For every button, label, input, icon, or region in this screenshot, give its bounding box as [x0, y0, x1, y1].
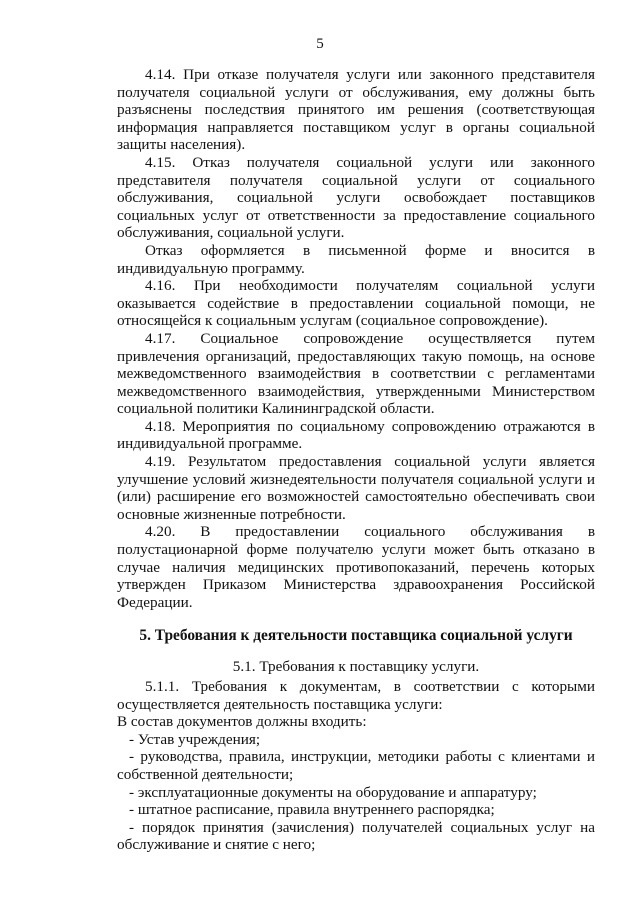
paragraph-4-14: 4.14. При отказе получателя услуги или законного представителя получателя социальной услуги от обслуживания, ему должны быть разъяснены последствия принятого им решения (соответствующая информация направляется поставщиком услуг в органы социальной защиты населения). — [117, 66, 595, 154]
paragraph-4-19: 4.19. Результатом предоставления социальной услуги является улучшение условий жизнедеятельности получателя социальной услуги и (или) расширение его возможностей самостоятельно обеспечивать свои основные жизненные потребности. — [117, 453, 595, 523]
paragraph-4-15: 4.15. Отказ получателя социальной услуги или законного представителя получателя социальной услуги от социального обслуживания, социальной услуги освобождает поставщиков социальных услуг от ответственности за предоставление социального обслуживания, социальной услуги. — [117, 153, 595, 242]
paragraph-4-20: 4.20. В предоставлении социального обслуживания в полустационарной форме получателю услуги может быть отказано в случае наличия медицинских противопоказаний, перечень которых утвержден Приказом Министерства здравоохранения Российской Федерации. — [117, 523, 595, 611]
paragraph-5-1-1: 5.1.1. Требования к документам, в соответствии с которыми осуществляется деятельность поставщика услуги: — [117, 678, 595, 713]
section-title: 5. Требования к деятельности поставщика социальной услуги — [139, 627, 573, 645]
paragraph-refusal-form: Отказ оформляется в письменной форме и вносится в индивидуальную программу. — [117, 241, 595, 277]
subsection-title: 5.1. Требования к поставщику услуги. — [232, 658, 480, 676]
page-number: 5 — [316, 36, 324, 52]
list-item: - руководства, правила, инструкции, методики работы с клиентами и собственной деятельности; — [117, 748, 595, 783]
document-body — [117, 66, 595, 854]
list-item: - эксплуатационные документы на оборудование и аппаратуру; — [129, 783, 537, 801]
list-item: - Устав учреждения; — [129, 730, 261, 748]
documents-intro: В состав документов должны входить: — [117, 713, 367, 731]
list-item: - порядок принятия (зачисления) получателей социальных услуг на обслуживание и снятие с него; — [117, 818, 595, 854]
list-item: - штатное расписание, правила внутреннего распорядка; — [129, 801, 495, 819]
paragraph-4-17: 4.17. Социальное сопровождение осуществляется путем привлечения организаций, предоставляющих такую помощь, на основе межведомственного взаимодействия в соответствии с регламентами межведомственного взаимодействия, утвержденными Министерством социальной политики Калининградской области. — [117, 329, 595, 418]
paragraph-4-16: 4.16. При необходимости получателям социальной услуги оказывается содействие в предоставлении социальной помощи, не относящейся к социальным услугам (социальное сопровождение). — [117, 277, 595, 330]
paragraph-4-18: 4.18. Мероприятия по социальному сопровождению отражаются в индивидуальной программе. — [117, 417, 595, 453]
